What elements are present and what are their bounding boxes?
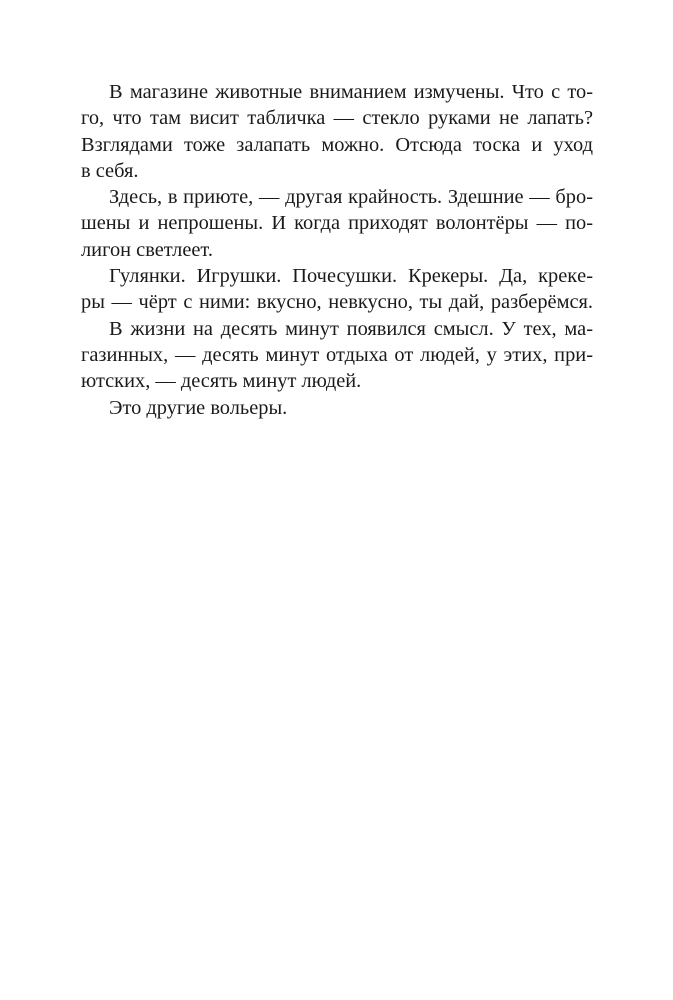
paragraph-4-line-1: В жизни на десять минут появился смысл. У тех, ма- bbox=[109, 317, 593, 340]
paragraph-1-line-1: В магазине животные вниманием измучены. Что с то- bbox=[109, 81, 593, 103]
paragraph-3-line-2: ры — чёрт с ними: вкусно, невкусно, ты дай, разберёмся. bbox=[81, 291, 593, 314]
paragraph-2-line-3: лигон светлеет. bbox=[81, 238, 213, 261]
paragraph-1-line-3: Взглядами тоже залапать можно. Отсюда тоска и уход bbox=[81, 133, 593, 156]
paragraph-3-line-1: Гулянки. Игрушки. Почесушки. Крекеры. Да, крекe- bbox=[109, 265, 593, 288]
paragraph-2-line-1: Здесь, в приюте, — другая крайность. Здешние — бро- bbox=[109, 186, 593, 209]
paragraph-5-line-1: Это другие вольеры. bbox=[109, 396, 288, 419]
paragraph-2-line-2: шены и непрошены. И когда приходят волонтёры — по- bbox=[81, 212, 593, 235]
paragraph-1-line-2: го, что там висит табличка — стекло руками не лапать? bbox=[81, 107, 593, 130]
paragraph-1-line-4: в себя. bbox=[81, 159, 139, 182]
body-text bbox=[81, 79, 593, 421]
paragraph-4-line-3: ютских, — десять минут людей. bbox=[81, 370, 362, 393]
paragraph-4-line-2: газинных, — десять минут отдыха от людей, у этих, при- bbox=[81, 343, 593, 366]
